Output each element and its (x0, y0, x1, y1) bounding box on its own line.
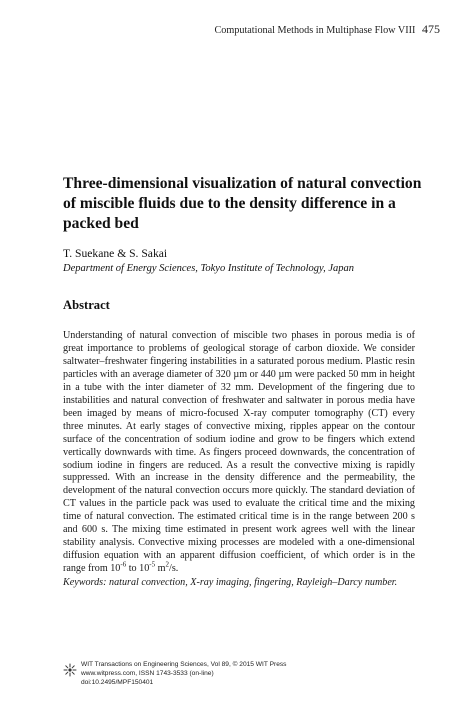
paper-title: Three-dimensional visualization of natural convection of miscible fluids due to the density difference in a packed bed (63, 175, 422, 232)
page-number: 475 (422, 22, 440, 36)
footer (63, 661, 363, 701)
wit-press-logo-icon (63, 663, 77, 677)
footer-text (81, 661, 286, 687)
footer-transactions: WIT Transactions on Engineering Sciences, Vol 89, © 2015 WIT Press (81, 661, 287, 668)
footer-doi: doi:10.2495/MPF150401 (81, 678, 154, 686)
affiliation: Department of Energy Sciences, Tokyo Institute of Technology, Japan (63, 263, 355, 274)
authors: T. Suekane & S. Sakai (63, 247, 168, 260)
abstract-body (63, 330, 415, 576)
footer-issn: www.witpress.com, ISSN 1743-3533 (on-line) (81, 669, 214, 677)
running-head (214, 22, 440, 37)
exponent-lower: -6 (120, 560, 127, 569)
abstract-text: Understanding of natural convection of miscible two phases in porous media is of great importance to problems of geological storage of carbon dioxide. We consider saltwater–freshwater fingering instabilities in a saturated porous medium. Plastic resin particles with an average diameter of 320 µm or 440 µm were packed 50 mm in height in a tube with the inter diameter of 32 mm. Development of the fingering due to instabilities and natural convection of freshwater and saltwater in porous media have been imaged by means of micro-focused X-ray computer tomography (CT) every three minutes. At early stages of convective mixing, ripples appear on the contour surface of the concentration of sodium iodine and grow to be fingers which extend vertically downwards with time. As fingers proceed downwards, the concentration of sodium iodine in fingers are reduced. As a result the convective mixing is rapidly suppressed. With an increase in the density difference and the permeability, the development of the natural convection occurs more quickly. The standard deviation of CT values in the particle pack was used to evaluate the critical time and the mixing time of natural convection. The estimated critical time is in the range between 200 s and 600 s. The mixing time estimated in present work agrees well with the linear stability analysis. Convective mixing processes are modeled with a one-dimensional diffusion equation with an apparent diffusion coefficient, of which order is in the range from 10 (63, 330, 415, 575)
keywords: Keywords: natural convection, X-ray imaging, fingering, Rayleigh–Darcy number. (63, 577, 398, 588)
journal-title: Computational Methods in Multiphase Flow VIII (214, 25, 416, 36)
exponent-upper: -5 (149, 560, 156, 569)
abstract-text-end: /s. (169, 563, 179, 575)
abstract-heading: Abstract (63, 298, 110, 312)
abstract-text-units: m (155, 563, 166, 575)
abstract-text-between: to 10 (126, 563, 150, 575)
units-exponent: 2 (165, 560, 170, 569)
